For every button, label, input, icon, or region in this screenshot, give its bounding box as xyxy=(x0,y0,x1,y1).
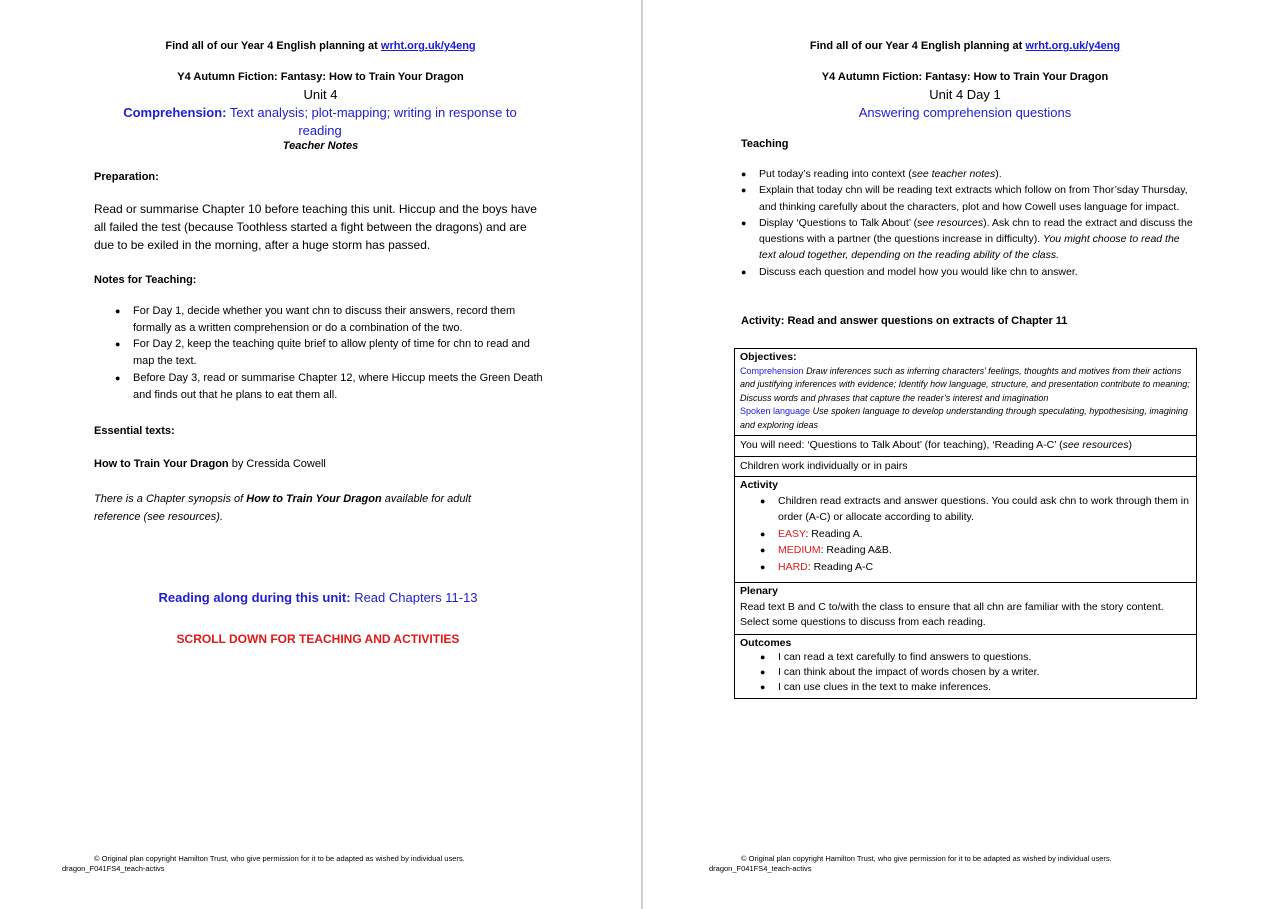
activity-table xyxy=(734,348,1197,699)
table-row xyxy=(735,583,1197,635)
list-item: ● Explain that today chn will be reading text extracts which follow on from Thor’sday Thursday, and thinking carefully about the characters, plot and how Cowell uses language for impact. xyxy=(741,182,1196,215)
list-item: ● HARD: Reading A-C xyxy=(760,559,1191,580)
essential-heading: Essential texts: xyxy=(94,425,175,437)
list-item: ● For Day 1, decide whether you want chn to discuss their answers, record them formally as a written comprehension or do a combination of the two. xyxy=(115,303,545,336)
day-focus: Answering comprehension questions xyxy=(858,105,1072,120)
planning-link[interactable]: wrht.org.uk/y4eng xyxy=(1025,40,1121,52)
right-page xyxy=(643,0,1287,909)
footer-copyright: © Original plan copyright Hamilton Trust, who give permission for it to be adapted as wished by individual users. xyxy=(741,854,1112,863)
footer-file: dragon_F041FS4_teach-activs xyxy=(62,864,165,873)
preparation-text: Read or summarise Chapter 10 before teaching this unit. Hiccup and the boys have all failed the test (because Toothless started a fight between the dragons) and are due to be exiled in the morning, after a huge storm has passed. xyxy=(94,202,537,252)
teacher-notes-label: Teacher Notes xyxy=(282,140,359,152)
footer-copyright: © Original plan copyright Hamilton Trust, who give permission for it to be adapted as wished by individual users. xyxy=(94,854,465,863)
notes-list xyxy=(115,303,545,403)
plenary-cell: Plenary Read text B and C to/with the class to ensure that all chn are familiar with the story content. Select some questions to discuss from each reading. xyxy=(735,583,1197,635)
planning-link[interactable]: wrht.org.uk/y4eng xyxy=(380,40,476,52)
objectives-cell: Objectives: Comprehension Draw inferences such as inferring characters’ feelings, thoughts and motives from their actions and justifying inferences with evidence; Identify how language, structure, and presentation contribute to meaning; Discuss words and phrases that capture the reader’s interest and imagination Spoken language Use spoken language to develop understanding through speculating, hypothesising, imagining and exploring ideas xyxy=(735,349,1197,436)
activity-cell: Activity ● Children read extracts and answer questions. You could ask chn to work through them in order (A-C) or allocate according to ability. ● EASY: Reading A. ● MEDIUM: Reading A&B. ● HARD: Reading A-C xyxy=(735,477,1197,583)
table-row xyxy=(735,456,1197,477)
list-item: ● Discuss each question and model how you would like chn to answer. xyxy=(741,264,1196,280)
list-item: ● I can use clues in the text to make inferences. xyxy=(760,680,1191,695)
teaching-list xyxy=(741,166,1196,280)
list-item: ● EASY: Reading A. xyxy=(760,526,1191,543)
preparation-heading: Preparation: xyxy=(94,171,159,183)
unit-number: Unit 4 xyxy=(303,87,338,102)
table-row xyxy=(735,477,1197,583)
teaching-heading: Teaching xyxy=(741,138,789,150)
you-will-need-cell: You will need: ‘Questions to Talk About’ (for teaching), ‘Reading A-C’ (see resources) xyxy=(735,436,1197,457)
outcomes-cell: Outcomes ● I can read a text carefully to find answers to questions. ● I can think about the impact of words chosen by a writer. ● I can use clues in the text to make inferences. xyxy=(735,634,1197,699)
list-item: ● I can read a text carefully to find answers to questions. xyxy=(760,650,1191,665)
list-item: ● Display ‘Questions to Talk About’ (see resources). Ask chn to read the extract and discuss the questions with a partner (the questions increase in difficulty). You might choose to read the text aloud together, depending on the reading ability of the class. xyxy=(741,215,1196,264)
list-item: ● Children read extracts and answer questions. You could ask chn to work through them in order (A-C) or allocate according to ability. xyxy=(760,493,1191,526)
list-item: ● MEDIUM: Reading A&B. xyxy=(760,542,1191,559)
table-row xyxy=(735,349,1197,436)
activity-heading: Activity: Read and answer questions on extracts of Chapter 11 xyxy=(741,315,1068,327)
unit-day: Unit 4 Day 1 xyxy=(929,87,1001,102)
essential-text: How to Train Your Dragon by Cressida Cowell xyxy=(94,458,326,470)
unit-focus: Comprehension: Text analysis; plot-mapping; writing in response to reading xyxy=(123,105,517,138)
planning-header: Find all of our Year 4 English planning at wrht.org.uk/y4eng xyxy=(165,40,476,52)
list-item: ● For Day 2, keep the teaching quite brief to allow plenty of time for chn to read and map the text. xyxy=(115,336,545,369)
list-item: ● Put today’s reading into context (see teacher notes). xyxy=(741,166,1196,182)
unit-title: Y4 Autumn Fiction: Fantasy: How to Train Your Dragon xyxy=(177,71,464,83)
scroll-down-notice: SCROLL DOWN FOR TEACHING AND ACTIVITIES xyxy=(176,632,460,646)
list-item: ● Before Day 3, read or summarise Chapter 12, where Hiccup meets the Green Death and finds out that he plans to eat them all. xyxy=(115,370,545,403)
reading-along: Reading along during this unit: Read Chapters 11-13 xyxy=(158,590,478,605)
unit-title: Y4 Autumn Fiction: Fantasy: How to Train Your Dragon xyxy=(821,71,1109,83)
notes-heading: Notes for Teaching: xyxy=(94,274,197,286)
grouping-cell: Children work individually or in pairs xyxy=(735,456,1197,477)
list-item: ● I can think about the impact of words chosen by a writer. xyxy=(760,665,1191,680)
footer-file: dragon_F041FS4_teach-activs xyxy=(709,864,812,873)
synopsis-note: There is a Chapter synopsis of How to Train Your Dragon available for adult reference (see resources). xyxy=(94,493,472,523)
planning-header: Find all of our Year 4 English planning at wrht.org.uk/y4eng xyxy=(809,40,1121,52)
left-page xyxy=(0,0,641,909)
table-row xyxy=(735,634,1197,699)
table-row xyxy=(735,436,1197,457)
